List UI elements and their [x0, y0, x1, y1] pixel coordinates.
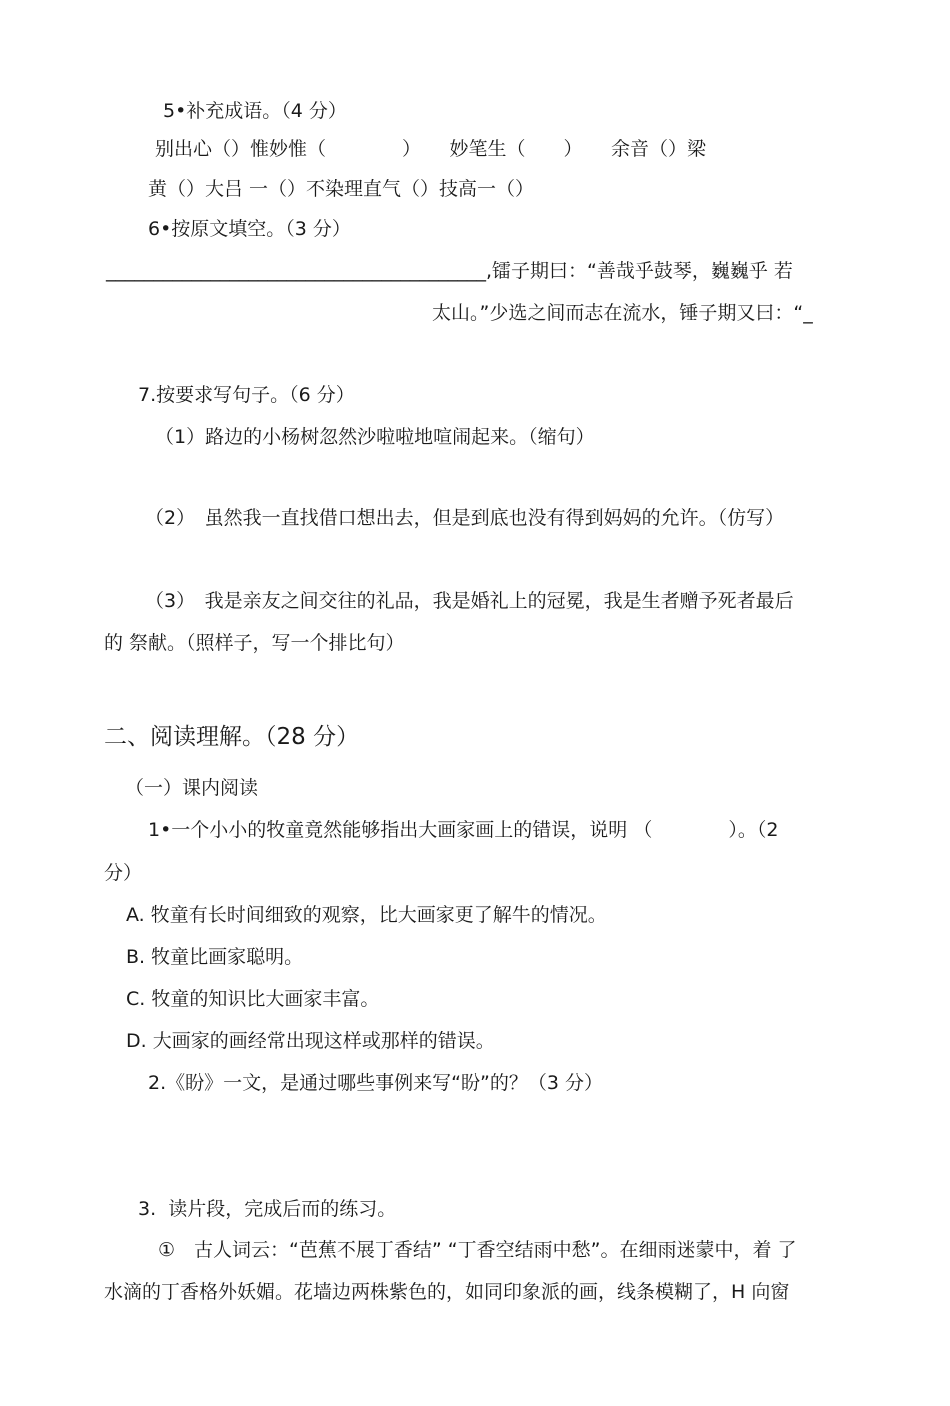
section-reading-heading: 二、阅读理解。（28 分）: [104, 724, 360, 750]
q6-line1: ________________________________________,镭子期曰：“善哉乎鼓琴，巍巍乎 若: [106, 260, 793, 282]
q6-title: 6•按原文填空。（3 分）: [148, 218, 351, 240]
reading-q2: 2.《盼》一文，是通过哪些事例来写“盼”的？（3 分）: [148, 1072, 603, 1094]
option-b: B. 牧童比画家聪明。: [126, 946, 304, 968]
reading-q1-line2: 分）: [104, 862, 143, 884]
q7-item3-line1: （3） 我是亲友之间交往的礼品，我是婚礼上的冠冕，我是生者赠予死者最后: [145, 590, 794, 612]
q5-title: 5•补充成语。（4 分）: [163, 100, 347, 122]
reading-q3: 3. 读片段，完成后而的练习。: [138, 1198, 397, 1220]
q7-item1: （1）路边的小杨树忽然沙啦啦地喧闹起来。（缩句）: [155, 426, 595, 448]
q5-row1: 别出心（）惟妙惟（ ） 妙笔生（ ） 余音（）梁: [155, 138, 707, 160]
q7-item3-line2: 的 祭献。（照样子，写一个排比句）: [104, 632, 405, 654]
option-a: A. 牧童有长时间细致的观察，比大画家更了解牛的情况。: [126, 904, 607, 926]
passage-para1-line1: ① 古人词云：“芭蕉不展丁香结” “丁香空结雨中愁”。在细雨迷蒙中，着 了: [158, 1239, 797, 1261]
subsection-in-class-reading: （一）课内阅读: [125, 777, 259, 799]
q7-title: 7.按要求写句子。（6 分）: [138, 384, 355, 406]
option-d: D. 大画家的画经常出现这样或那样的错误。: [126, 1030, 495, 1052]
q6-line2: 太山。”少选之间而志在流水，锤子期又曰：“_: [432, 302, 813, 324]
q7-item2: （2） 虽然我一直找借口想出去，但是到底也没有得到妈妈的允许。（仿写）: [145, 507, 785, 529]
option-c: C. 牧童的知识比大画家丰富。: [126, 988, 380, 1010]
q5-row2: 黄（）大吕 一（）不染理直气（）技高一（）: [148, 178, 535, 200]
reading-q1-line1: 1•一个小小的牧童竟然能够指出大画家画上的错误，说明 （ ）。（2: [148, 819, 779, 841]
passage-para1-line2: 水滴的丁香格外妖媚。花墙边两株紫色的，如同印象派的画，线条模糊了，H 向窗: [104, 1281, 790, 1303]
